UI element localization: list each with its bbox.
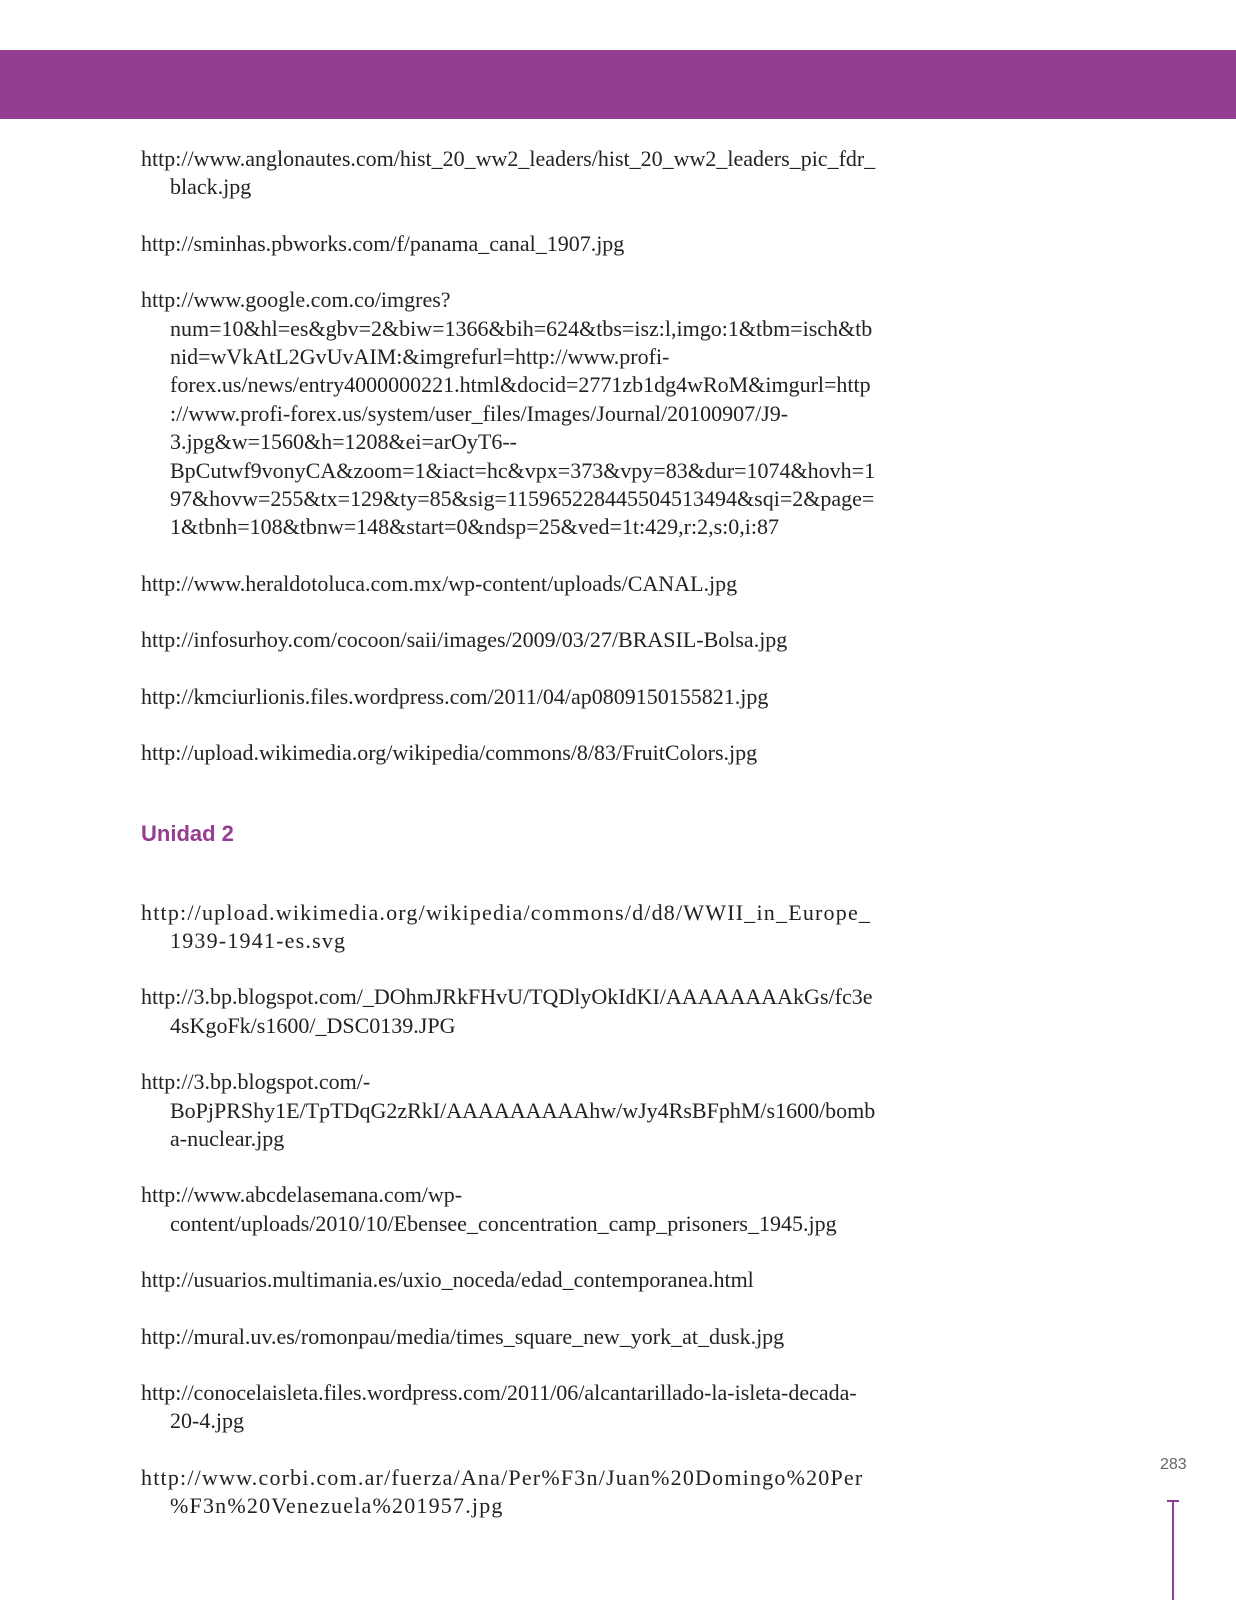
reference-link[interactable]: http://www.corbi.com.ar/fuerza/Ana/Per%F3n/Juan%20Domingo%20Per%F3n%20Venezuela%201957.jpg <box>141 1464 864 1519</box>
reference-link[interactable]: http://www.abcdelasemana.com/wp-content/uploads/2010/10/Ebensee_concentration_camp_prisoners_1945.jpg <box>141 1182 837 1236</box>
reference-link[interactable]: http://3.bp.blogspot.com/-BoPjPRShy1E/TpTDqG2zRkI/AAAAAAAAAhw/wJy4RsBFphM/s1600/bomba-nuclear.jpg <box>141 1069 876 1151</box>
reference-link[interactable]: http://upload.wikimedia.org/wikipedia/commons/d/d8/WWII_in_Europe_1939-1941-es.svg <box>141 899 872 953</box>
reference-link[interactable]: http://www.heraldotoluca.com.mx/wp-content/uploads/CANAL.jpg <box>141 570 738 596</box>
reference-link[interactable]: http://infosurhoy.com/cocoon/saii/images/2009/03/27/BRASIL-Bolsa.jpg <box>141 627 788 653</box>
reference-link[interactable]: http://conocelaisleta.files.wordpress.com/2011/06/alcantarillado-la-isleta-decada-20-4.jpg <box>141 1379 857 1434</box>
reference-link[interactable]: http://kmciurlionis.files.wordpress.com/2011/04/ap0809150155821.jpg <box>141 683 769 709</box>
reference-link[interactable]: http://sminhas.pbworks.com/f/panama_canal_1907.jpg <box>141 230 625 256</box>
margin-rule <box>1172 1500 1174 1600</box>
reference-link[interactable]: http://usuarios.multimania.es/uxio_noceda/edad_contemporanea.html <box>141 1267 754 1293</box>
reference-link[interactable]: http://www.anglonautes.com/hist_20_ww2_leaders/hist_20_ww2_leaders_pic_fdr_black.jpg <box>141 146 876 200</box>
page-number: 283 <box>1160 1456 1187 1473</box>
reference-link[interactable]: http://upload.wikimedia.org/wikipedia/commons/8/83/FruitColors.jpg <box>141 740 758 766</box>
reference-link[interactable]: http://3.bp.blogspot.com/_DOhmJRkFHvU/TQDlyOkIdKI/AAAAAAAAkGs/fc3e4sKgoFk/s1600/_DSC0139.JPG <box>141 984 873 1038</box>
reference-link[interactable]: http://mural.uv.es/romonpau/media/times_square_new_york_at_dusk.jpg <box>141 1323 785 1349</box>
reference-link[interactable]: http://www.google.com.co/imgres?num=10&hl=es&gbv=2&biw=1366&bih=624&tbs=isz:l,imgo:1&tbm=isch&tbnid=wVkAtL2GvUvAIM:&imgrefurl=http://www.profi-forex.us/news/entry4000000221.html&docid=2771zb1dg4wRoM&imgurl=http://www.profi-forex.us/system/user_files/Images/Journal/20100907/J9-3.jpg&w=1560&h=1208&ei=arOyT6--BpCutwf9vonyCA&zoom=1&iact=hc&vpx=373&vpy=83&dur=1074&hovh=197&hovw=255&tx=129&ty=85&sig=115965228445504513494&sqi=2&page=1&tbnh=108&tbnw=148&start=0&ndsp=25&ved=1t:429,r:2,s:0,i:87 <box>141 287 876 540</box>
references-list <box>141 145 876 1549</box>
header-bar <box>0 50 1236 119</box>
section-title: Unidad 2 <box>141 820 234 846</box>
